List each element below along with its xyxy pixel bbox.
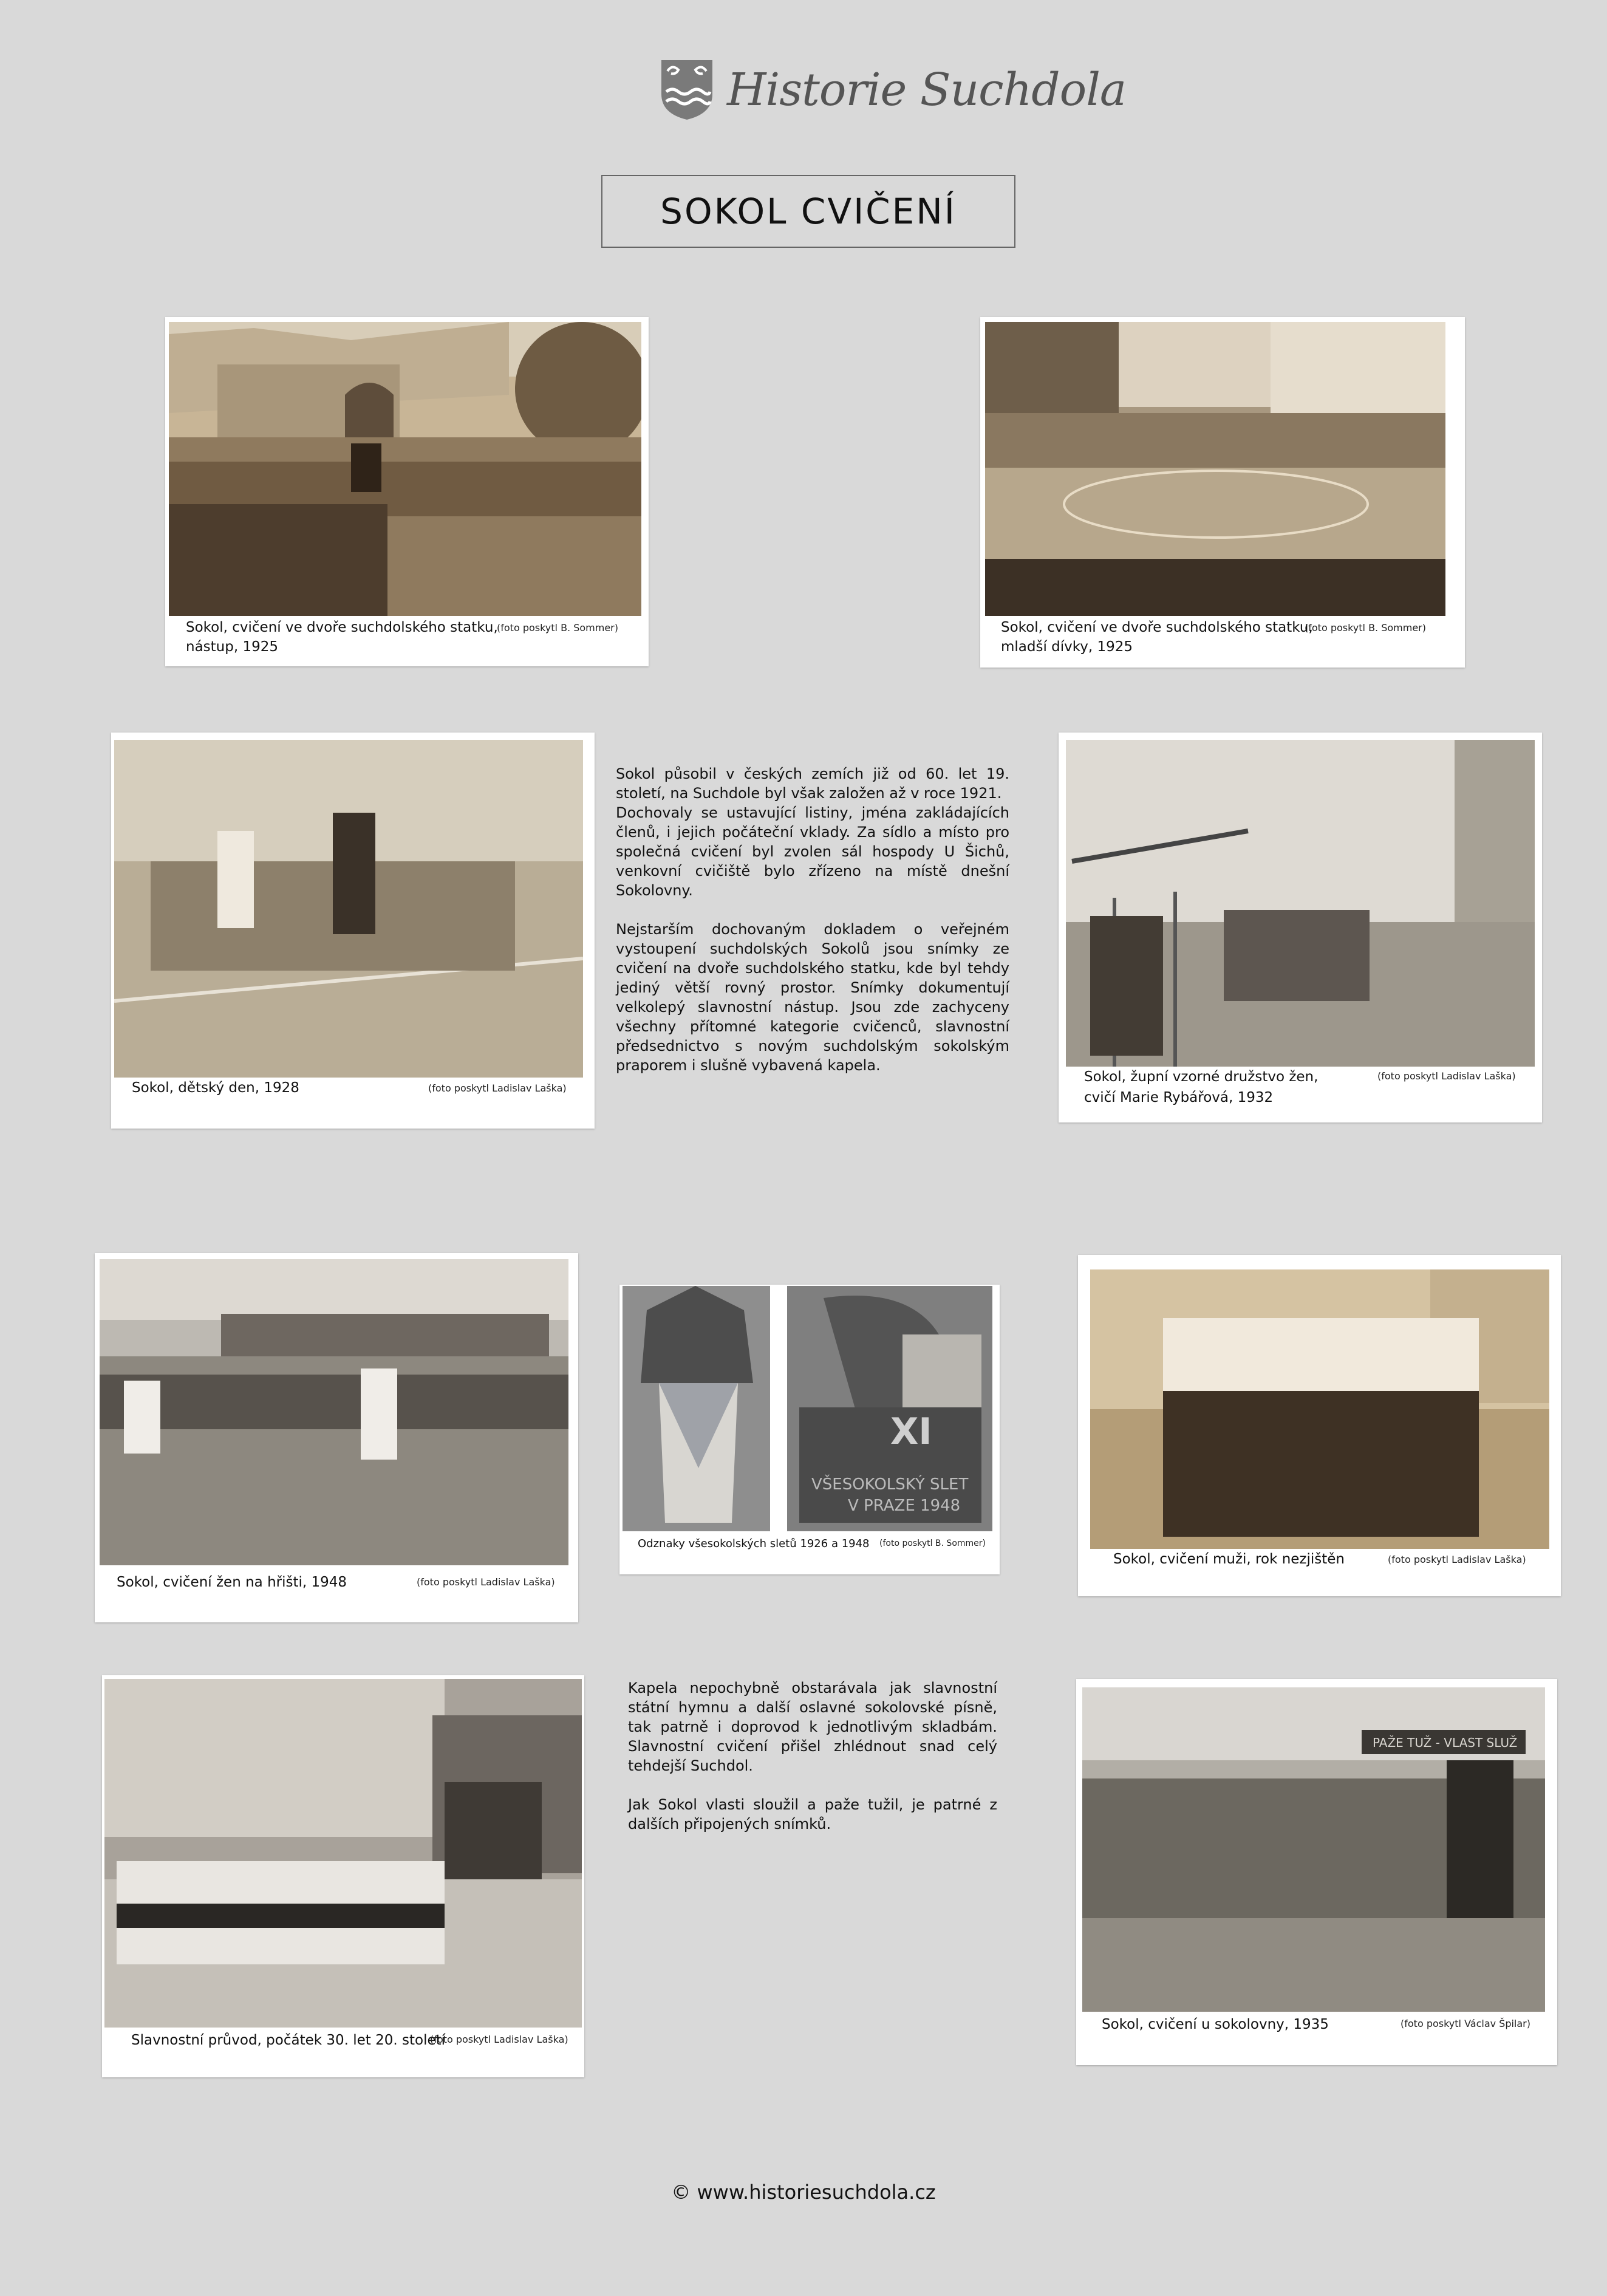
- paragraph: Kapela nepochybně obstarávala jak slavnostní státní hymnu a další oslavné sokolovské písně, tak patrně i doprovod k jednotlivým skladbám. Slavnostní cvičení přišel zhlédnout snad celý tehdejší Suchdol.: [628, 1679, 997, 1774]
- photo-mladsi-divky-1925[interactable]: [985, 322, 1445, 616]
- paragraph: Dochovaly se ustavující listiny, jména zakládajících členů, i jejich počáteční vklady. Za sídlo a místo pro společná cvičení byl zvolen sál hospody U Šichů, venkovní cvičiště bylo zřízeno na místě dnešní Sokolovny.: [616, 804, 1009, 899]
- caption-line-2: nástup, 1925: [186, 639, 279, 655]
- paragraph: Nejstarším dochovaným dokladem o veřejném vystoupení suchdolských Sokolů jsou snímky ze cvičení na dvoře suchdolského statku, kde byl tehdy jediný větší rovný prostor. Snímky dokumentují velkolepý slavnostní nástup. Jsou zde zachyceny všechny přítomné kategorie cvičenců, slavnostní předsednictvo s novým suchdolským sokolským praporem i slušně vybavená kapela.: [616, 921, 1009, 1074]
- footer-copyright[interactable]: © www.historiesuchdola.cz: [671, 2181, 936, 2204]
- caption-line-1: Sokol, cvičení ve dvoře suchdolského statku,: [186, 620, 498, 635]
- caption-line-1: Sokol, cvičení muži, rok nezjištěn: [1113, 1551, 1345, 1567]
- caption-line-1: Odznaky všesokolských sletů 1926 a 1948: [638, 1537, 870, 1550]
- badge-inscription-1: VŠESOKOLSKÝ SLET: [811, 1475, 969, 1494]
- page-title: SOKOL CVIČENÍ: [601, 175, 1015, 248]
- caption-line-2: mladší dívky, 1925: [1001, 639, 1133, 655]
- photo-card-slavnostni-pruvod: [102, 1675, 584, 2077]
- photo-cviceni-muzi[interactable]: [1090, 1269, 1549, 1549]
- photo-card-cviceni-zen-1948: [95, 1253, 578, 1622]
- photo-credit: (foto poskytl B. Sommer): [1305, 622, 1426, 634]
- caption-line-1: Slavnostní průvod, počátek 30. let 20. století: [131, 2032, 446, 2048]
- site-logo[interactable]: [659, 58, 1126, 125]
- photo-odznak-1948[interactable]: [787, 1286, 992, 1531]
- photo-credit: (foto poskytl Ladislav Laška): [1388, 1554, 1526, 1565]
- photo-credit: (foto poskytl Václav Špilar): [1401, 2018, 1530, 2029]
- paragraph: Sokol působil v českých zemích již od 60. let 19. století, na Suchdole byl však založen až v roce 1921.: [616, 765, 1009, 802]
- banner-text: PAŽE TUŽ - VLAST SLUŽ: [1373, 1735, 1518, 1750]
- caption-line-1: Sokol, cvičení žen na hřišti, 1948: [117, 1574, 347, 1590]
- photo-card-detsky-den-1928: [111, 733, 595, 1129]
- photo-card-sokolovna-1935: [1076, 1679, 1557, 2065]
- caption-line-2: cvičí Marie Rybářová, 1932: [1084, 1090, 1274, 1105]
- badge-numeral: XI: [890, 1410, 932, 1453]
- swan-crest-icon: [659, 58, 715, 121]
- photo-credit: (foto poskytl Ladislav Laška): [428, 1082, 567, 1094]
- photo-card-mladsi-divky-1925: [980, 317, 1465, 668]
- photo-slavnostni-pruvod[interactable]: [104, 1679, 582, 2028]
- photo-zupni-druzstvo-1932[interactable]: [1066, 740, 1535, 1067]
- photo-credit: (foto poskytl Ladislav Laška): [417, 1576, 555, 1588]
- intro-text: [616, 764, 1009, 1095]
- caption-line-1: Sokol, dětský den, 1928: [132, 1080, 299, 1096]
- photo-card-nastup-1925: [165, 317, 649, 666]
- photo-credit: (foto poskytl Ladislav Laška): [1377, 1070, 1516, 1082]
- badge-inscription-2: V PRAZE 1948: [848, 1497, 961, 1515]
- band-text: [628, 1678, 997, 1853]
- caption-line-1: Sokol, cvičení u sokolovny, 1935: [1102, 2017, 1329, 2032]
- photo-detsky-den-1928[interactable]: [114, 740, 583, 1078]
- photo-card-zupni-druzstvo-1932: [1059, 733, 1542, 1122]
- photo-card-odznaky: [619, 1285, 1000, 1574]
- caption-line-1: Sokol, župní vzorné družstvo žen,: [1084, 1069, 1319, 1085]
- photo-card-cviceni-muzi: [1078, 1255, 1561, 1596]
- photo-credit: (foto poskytl B. Sommer): [879, 1539, 986, 1548]
- photo-sokolovna-1935[interactable]: [1082, 1687, 1545, 2012]
- photo-credit: (foto poskytl B. Sommer): [497, 622, 618, 634]
- logo-text: Historie Suchdola: [727, 64, 1126, 116]
- photo-nastup-1925[interactable]: [169, 322, 641, 616]
- photo-credit: (foto poskytl Ladislav Laška): [430, 2034, 568, 2045]
- paragraph: Jak Sokol vlasti sloužil a paže tužil, je patrné z dalších připojených snímků.: [628, 1796, 997, 1833]
- caption-line-1: Sokol, cvičení ve dvoře suchdolského statku,: [1001, 620, 1313, 635]
- photo-cviceni-zen-1948[interactable]: [100, 1259, 568, 1565]
- photo-odznak-1926[interactable]: [623, 1286, 770, 1531]
